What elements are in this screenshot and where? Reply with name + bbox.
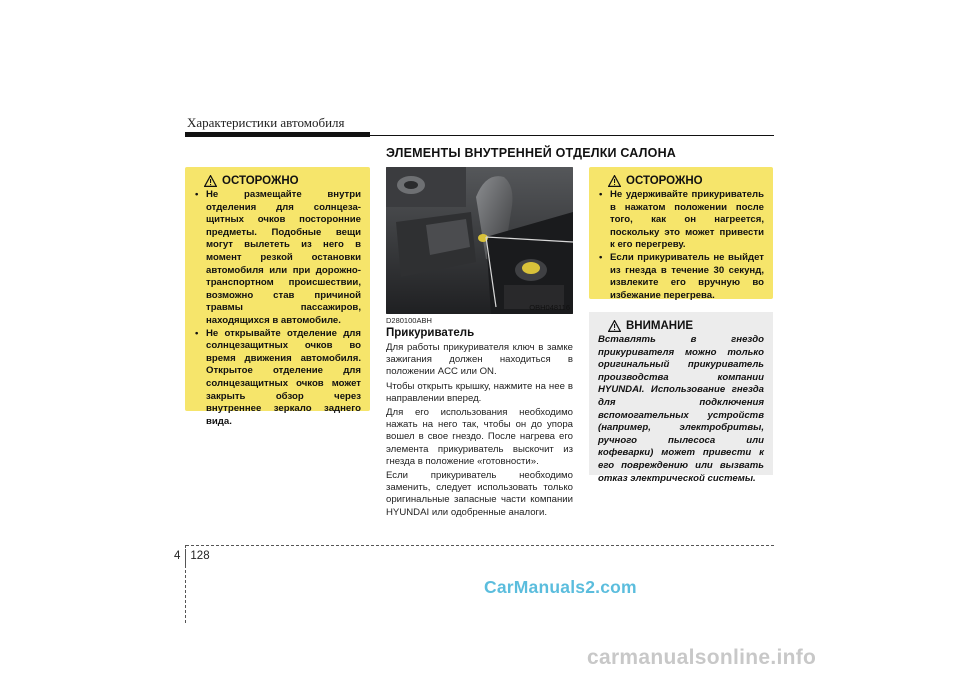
photo-code: OBH048116 [529, 303, 570, 312]
notice-text: Вставлять в гнездо прикуривателя можно только оригинальный прикуриватель производства компании HYUNDAI. Использование гнезда для подключения вспомогательных устройств (например, электробритвы, ручного пылесоса или кофеварки) может привести к его повреждению или вызвать отказ электрической системы. [598, 334, 764, 484]
paragraph: Для работы прикуривателя ключ в замке зажигания должен находиться в положении ACC или ON. [386, 342, 573, 378]
warning-box-right [589, 167, 773, 299]
warning-triangle-icon [204, 175, 217, 187]
paragraph: Для его использования необходимо нажать на него так, чтобы он до упора вошел в свое гнездо. После нагрева его элемента прикуриватель выскочит из гнезда в положение «готовности». [386, 407, 573, 467]
notice-triangle-icon [608, 320, 621, 332]
warning-header [204, 175, 361, 187]
cigarette-lighter-photo [386, 167, 573, 314]
page-number [174, 550, 210, 562]
paragraph: Если прикуриватель необходимо заменить, следует использовать только оригинальные запасные части компании HYUNDAI или одобренные аналоги. [386, 470, 573, 518]
warning-header [608, 175, 764, 187]
warning-title: ОСТОРОЖНО [626, 175, 703, 187]
notice-title: ВНИМАНИЕ [626, 320, 694, 332]
watermark-top[interactable]: CarManuals2.com [484, 577, 637, 597]
header-rule [370, 135, 774, 136]
section-code: D280100ABH [386, 316, 432, 325]
subheading: Прикуриватель [386, 327, 475, 339]
header-bar [185, 132, 370, 137]
paragraph: Чтобы открыть крышку, нажмите на нее в направлении вперед. [386, 380, 573, 404]
warning-item: • Не размещайте внутри отделения для солнцеза- щитных очков посторонние предметы. Подобные вещи могут вылететь из него в момент резкой остановки автомобиля или при дорожно- транспортном происшествии, возможно став причиной травмы пассажиров, находящихся в автомобиле. [194, 189, 361, 328]
warning-list [598, 189, 764, 302]
warning-triangle-icon [608, 175, 621, 187]
main-text-column [386, 316, 573, 521]
warning-list [194, 189, 361, 428]
warning-box-left [185, 167, 370, 427]
page-number-value: 128 [190, 550, 210, 562]
notice-box [589, 312, 773, 484]
warning-item: • Не открывайте отделение для солнцезащитных очков во время движения автомобиля. Открытое отделение для солнцезащитных очков может закрыть обзор через внутреннее зеркало заднего вида. [194, 328, 361, 429]
footer-dashed-rule [186, 545, 774, 546]
photo-illustration [386, 167, 573, 314]
warning-title: ОСТОРОЖНО [222, 175, 299, 187]
chapter-number: 4 [174, 550, 181, 562]
chapter-title: Характеристики автомобиля [187, 115, 345, 130]
watermark-bottom: carmanualsonline.info [587, 646, 817, 669]
warning-item: • Не удерживайте прикуриватель в нажатом положении после того, как он нагреется, поскольку это может привести к его перегреву. [598, 189, 764, 252]
notice-header [608, 320, 764, 332]
section-title: ЭЛЕМЕНТЫ ВНУТРЕННЕЙ ОТДЕЛКИ САЛОНА [386, 146, 677, 160]
warning-item: • Если прикуриватель не выйдет из гнезда в течение 30 секунд, извлеките его вручную во избежание перегрева. [598, 252, 764, 302]
